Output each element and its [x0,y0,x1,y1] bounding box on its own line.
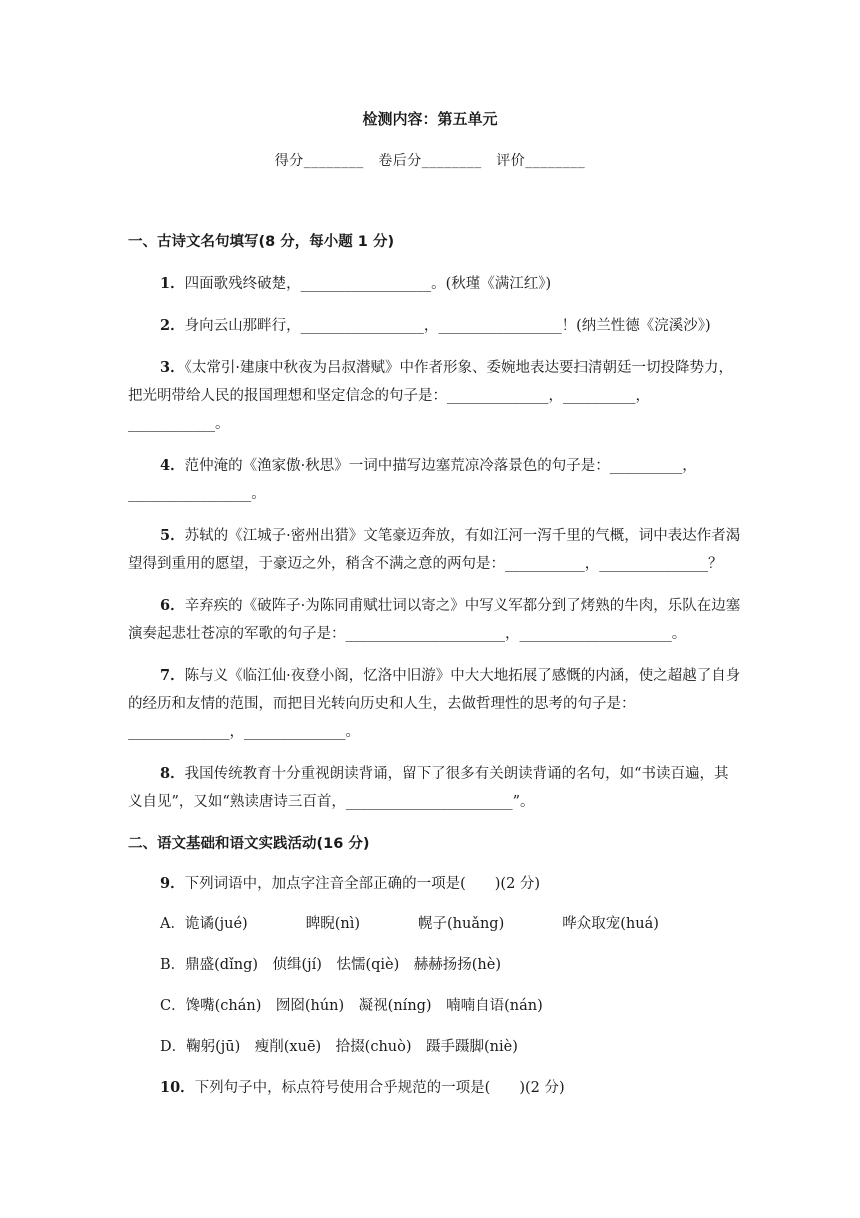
question-number: 7． [160,667,185,684]
question-4 [128,452,742,508]
question-number: 3． [160,359,185,376]
question-8 [128,760,742,816]
question-text: 辛弃疾的《破阵子·为陈同甫赋壮词以寄之》中写义军都分到了烤熟的牛肉，乐队在边塞演奏起悲壮苍凉的军歌的句子是：______________________，_____________________。 [128,598,741,642]
question-7 [128,662,742,746]
option-d: D．鞠躬(jū) 瘦削(xuē) 拾掇(chuò) 蹑手蹑脚(niè) [160,1039,518,1055]
question-text: 陈与义《临江仙·夜登小阁，忆洛中旧游》中大大地拓展了感慨的内涵，使之超越了自身的经历和友情的范围，而把目光转向历史和人生，去做哲理性的思考的句子是：______________，______________。 [128,668,741,740]
question-5 [128,522,742,578]
question-text: 苏轼的《江城子·密州出猎》文笔豪迈奔放，有如江河一泻千里的气概，词中表达作者渴望得到重用的愿望，于豪迈之外，稍含不满之意的两句是：___________，_______________？ [128,528,741,572]
question-number: 9． [160,875,185,892]
question-number: 1． [160,275,185,292]
section-1-title: 一、古诗文名句填写(8 分，每小题 1 分) [128,234,395,250]
exam-content [128,228,742,1102]
question-2 [128,312,742,340]
question-10 [128,1074,742,1102]
score-line: 得分________ 卷后分________ 评价________ [274,153,586,169]
question-text: 四面歌残终破楚，__________________。(秋瑾《满江红》) [184,276,552,292]
page-title: 检测内容：第五单元 [362,110,498,128]
question-6 [128,592,742,648]
option-c: C．馋嘴(chán) 囫囵(hún) 凝视(níng) 喃喃自语(nán) [160,998,543,1014]
question-number: 6． [160,597,185,614]
question-text: 下列句子中，标点符号使用合乎规范的一项是( )(2 分) [194,1080,565,1096]
question-3 [128,354,742,438]
section-2-title: 二、语文基础和语文实践活动(16 分) [128,836,370,852]
question-1 [128,270,742,298]
question-text: 下列词语中，加点字注音全部正确的一项是( )(2 分) [184,876,541,892]
question-number: 5． [160,527,185,544]
question-number: 8． [160,765,185,782]
question-text: 范仲淹的《渔家傲·秋思》一词中描写边塞荒凉冷落景色的句子是：__________，_________________。 [128,458,697,502]
question-text: 我国传统教育十分重视朗读背诵，留下了很多有关朗读背诵的名句，如“书读百遍，其义自见”，又如“熟读唐诗三百首，_______________________”。 [128,766,729,810]
question-text: 身向云山那畔行，_________________，_________________！(纳兰性德《浣溪沙》) [184,318,711,334]
question-number: 4． [160,457,185,474]
question-text: 《太常引·建康中秋夜为吕叔潜赋》中作者形象、委婉地表达要扫清朝廷一切投降势力，把光明带给人民的报国理想和坚定信念的句子是：______________，__________，____________。 [128,360,733,432]
question-number: 2． [160,317,185,334]
option-b: B．鼎盛(dǐng) 侦缉(jí) 怯懦(qiè) 赫赫扬扬(hè) [160,957,502,973]
question-number: 10． [160,1079,195,1096]
question-9 [128,870,742,898]
option-a: A．诡谲(jué) 睥睨(nì) 幌子(huǎng) 哗众取宠(huá) [160,916,659,932]
